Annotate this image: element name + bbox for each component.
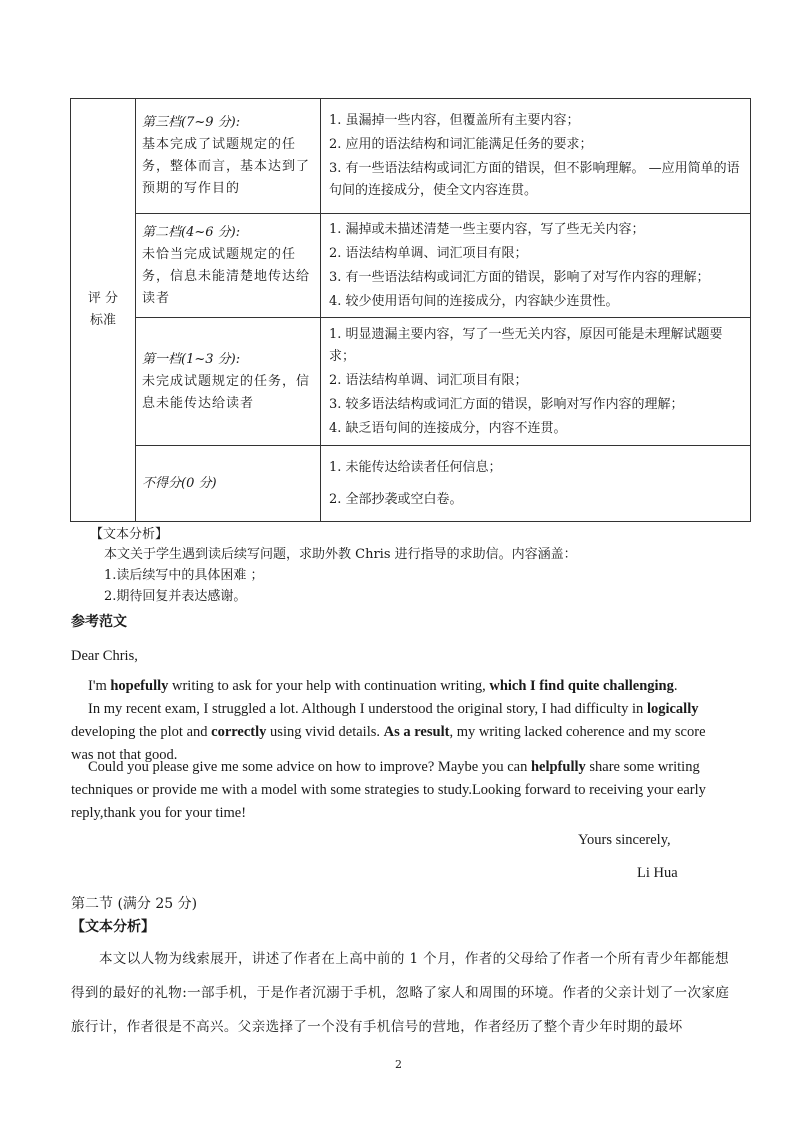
criteria-cell (321, 99, 751, 214)
criteria-item: 1. 漏掉或未描述清楚一些主要内容，写了些无关内容； (329, 221, 645, 237)
analysis-heading: 【文本分析】 (90, 527, 169, 542)
analysis-point-1: 1.读后续写中的具体困难 ； (104, 568, 264, 583)
criteria-item: 3. 有一些语法结构或词汇方面的错误，影响了对写作内容的理解； (329, 269, 710, 285)
rubric-category-line1: 评 分 (87, 291, 119, 306)
level-cell (136, 99, 321, 214)
letter-paragraph-1: I'm hopefully writing to ask for your help with continuation writing, which I find quite challenging. (88, 678, 678, 694)
level-description: 未完成试题规定的任务，信息未能传达给读者 (142, 373, 311, 411)
rubric-category-cell (71, 99, 136, 522)
criteria-item: 3. 较多语法结构或词汇方面的错误，影响对写作内容的理解； (329, 396, 684, 412)
section-2-analysis-body: 本文以人物为线索展开，讲述了作者在上高中前的 1 个月，作者的父母给了作者一个所有青少年都能想得到的最好的礼物:一部手机，于是作者沉溺于手机，忽略了家人和周围的环境。作者的父亲计划了一次家庭旅行计，作者很是不高兴。父亲选择了一个没有手机信号的营地，作者经历了整个青少年时期的最坏 (71, 951, 730, 1035)
page-number: 2 (395, 1058, 402, 1071)
level-cell (136, 318, 321, 446)
analysis-intro: 本文关于学生遇到读后续写问题，求助外教 Chris 进行指导的求助信。内容涵盖： (104, 547, 577, 562)
letter-salutation: Dear Chris, (71, 648, 138, 664)
level-cell (136, 214, 321, 318)
level-description: 未恰当完成试题规定的任务，信息未能清楚地传达给读者 (142, 246, 311, 306)
letter-signature: Li Hua (637, 865, 678, 881)
letter-paragraph-3: Could you please give me some advice on how to improve? Maybe you can helpfully share some writing techniques or provide me with a model with some strategies to study.Looking forward to receiving your early reply,thank you for your time! (71, 759, 706, 821)
criteria-item: 3. 有一些语法结构或词汇方面的错误，但不影响理解。 —应用简单的语句间的连接成分，使全文内容连贯。 (329, 161, 740, 198)
criteria-item: 4. 缺乏语句间的连接成分，内容不连贯。 (329, 420, 567, 436)
criteria-item: 1. 明显遗漏主要内容，写了一些无关内容，原因可能是未理解试题要求； (329, 326, 723, 364)
rubric-row-level2 (71, 214, 751, 318)
criteria-item: 2. 语法结构单调、词汇项目有限； (329, 245, 528, 261)
level-description: 基本完成了试题规定的任务，整体而言，基本达到了预期的写作目的 (142, 137, 311, 196)
criteria-item: 2. 应用的语法结构和词汇能满足任务的要求； (329, 137, 593, 152)
letter-paragraph-2: In my recent exam, I struggled a lot. Although I understood the original story, I had difficulty in logically developing the plot and correctly using vivid details. As a result, my writing lacked coherence and my score was not that good. (71, 701, 706, 763)
section-2-title: 第二节 (满分 25 分) (71, 896, 198, 912)
level-cell (136, 446, 321, 522)
rubric-category-line2: 标准 (89, 313, 116, 328)
rubric-row-zero (71, 446, 751, 522)
criteria-item: 2. 语法结构单调、词汇项目有限； (329, 372, 528, 388)
criteria-item: 1. 未能传达给读者任何信息； (329, 459, 502, 475)
criteria-cell (321, 446, 751, 522)
criteria-item: 2. 全部抄袭或空白卷。 (329, 491, 463, 507)
section-2-analysis-heading: 【文本分析】 (71, 919, 155, 935)
rubric-row-level3 (71, 99, 751, 214)
sample-heading: 参考范文 (71, 614, 127, 630)
criteria-item: 4. 较少使用语句间的连接成分，内容缺少连贯性。 (329, 293, 619, 309)
level-title: 第一档(1~3 分): (142, 351, 241, 367)
criteria-cell (321, 214, 751, 318)
rubric-table (70, 98, 751, 522)
level-title: 第三档(7~9 分): (142, 115, 241, 130)
criteria-item: 1. 虽漏掉一些内容，但覆盖所有主要内容； (329, 113, 580, 128)
letter-closing: Yours sincerely, (578, 832, 671, 848)
level-title: 不得分(0 分) (142, 475, 217, 491)
criteria-cell (321, 318, 751, 446)
analysis-point-2: 2.期待回复并表达感谢。 (104, 589, 247, 604)
rubric-row-level1 (71, 318, 751, 446)
level-title: 第二档(4~6 分): (142, 224, 241, 240)
